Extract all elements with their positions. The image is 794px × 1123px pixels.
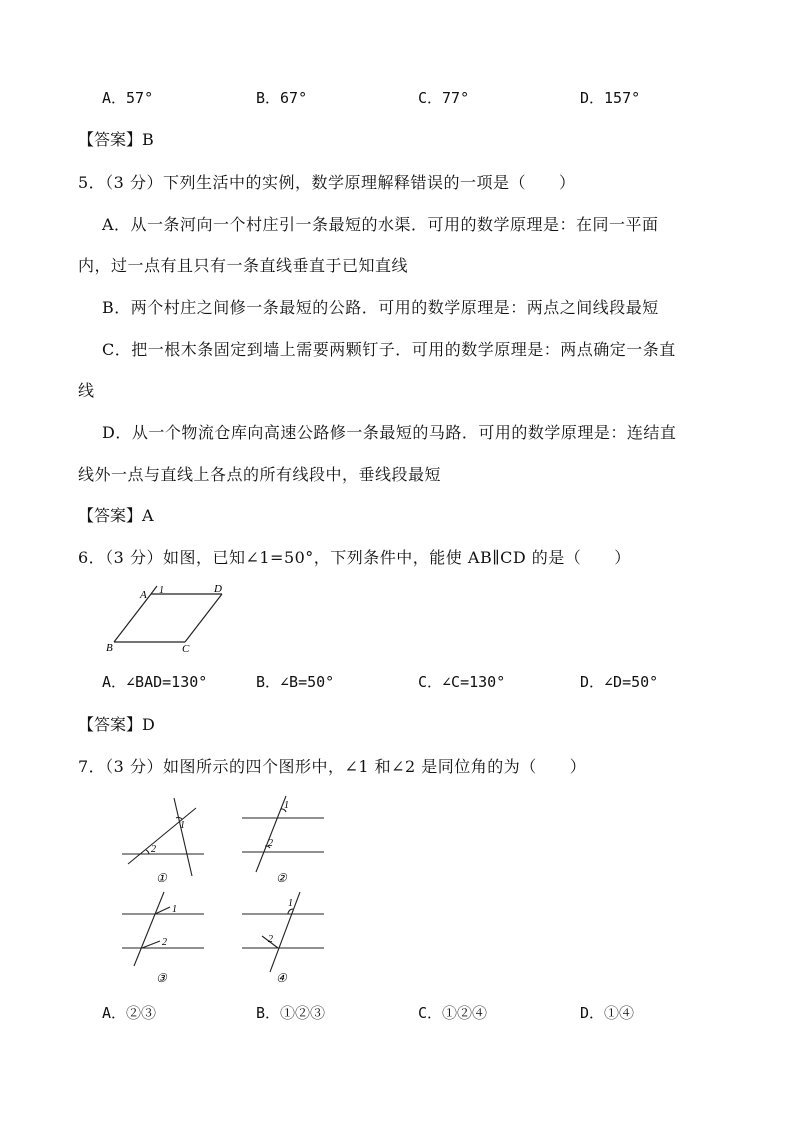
q6-parallelogram-figure (104, 582, 234, 654)
q5-option-d-line2: 线外一点与直线上各点的所有线段中，垂线段最短 (78, 465, 442, 484)
label-1: 1 (159, 585, 164, 596)
q7-option-d: D．①④ (580, 1004, 635, 1022)
q7-option-b: B．①②③ (256, 1004, 326, 1022)
q4-options (102, 87, 742, 111)
q7-figure-3 (118, 888, 208, 988)
fig2-label-1: 1 (284, 800, 289, 811)
fig3-label-1: 1 (172, 904, 177, 915)
q4-option-c: C．77° (418, 89, 470, 107)
fig1-label-1: 1 (180, 820, 185, 831)
extension-ab (151, 586, 157, 594)
label-a: A (140, 589, 147, 601)
fig3-caption: ③ (156, 971, 167, 985)
label-b: B (106, 642, 113, 654)
q4-option-d: D．157° (580, 89, 641, 107)
side-ab (114, 594, 151, 642)
q7-figure-4 (238, 888, 328, 988)
q7-option-c: C．①②④ (418, 1004, 488, 1022)
q5-stem: 5．（3 分）下列生活中的实例，数学原理解释错误的一项是（ ） (78, 173, 576, 192)
q6-stem: 6．（3 分）如图，已知∠1=50°，下列条件中，能使 AB∥CD 的是（ ） (78, 548, 631, 567)
q5-option-d-line1: D．从一个物流仓库向高速公路修一条最短的马路．可用的数学原理是：连结直 (102, 423, 677, 442)
q6-option-b: B．∠B=50° (256, 673, 335, 691)
q6-option-c: C．∠C=130° (418, 673, 506, 691)
q5-option-b: B．两个村庄之间修一条最短的公路．可用的数学原理是：两点之间线段最短 (102, 298, 659, 317)
fig1-label-2: 2 (151, 844, 156, 855)
q5-answer: 【答案】A (78, 506, 154, 525)
q5-option-a-line2: 内，过一点有且只有一条直线垂直于已知直线 (78, 256, 409, 275)
q4-answer: 【答案】B (78, 130, 154, 149)
q5-option-a-line1: A．从一条河向一个村庄引一条最短的水渠．可用的数学原理是：在同一平面 (102, 215, 659, 234)
label-d: D (214, 583, 222, 595)
q6-option-d: D．∠D=50° (580, 673, 659, 691)
q6-answer: 【答案】D (78, 715, 155, 734)
q7-stem: 7．（3 分）如图所示的四个图形中，∠1 和∠2 是同位角的为（ ） (78, 757, 587, 776)
fig2-caption: ② (276, 871, 287, 885)
fig3-label-2: 2 (162, 937, 167, 948)
fig4-label-2: 2 (268, 934, 273, 945)
q7-options (102, 1002, 742, 1026)
q7-figure-2 (238, 790, 328, 886)
side-dc (185, 594, 222, 642)
label-c: C (182, 643, 190, 654)
q4-option-b: B．67° (256, 89, 308, 107)
q7-figure-1 (118, 790, 208, 886)
q7-option-a: A．②③ (102, 1004, 157, 1022)
fig4-label-1: 1 (288, 898, 293, 909)
q5-option-c-line1: C．把一根木条固定到墙上需要两颗钉子．可用的数学原理是：两点确定一条直 (102, 340, 676, 359)
fig2-label-2: 2 (268, 838, 273, 849)
fig1-caption: ① (156, 871, 167, 885)
q6-option-a: A．∠BAD=130° (102, 673, 208, 691)
q6-options (102, 671, 742, 695)
q4-option-a: A．57° (102, 89, 154, 107)
fig4-caption: ④ (276, 971, 287, 985)
q5-option-c-line2: 线 (78, 381, 95, 400)
